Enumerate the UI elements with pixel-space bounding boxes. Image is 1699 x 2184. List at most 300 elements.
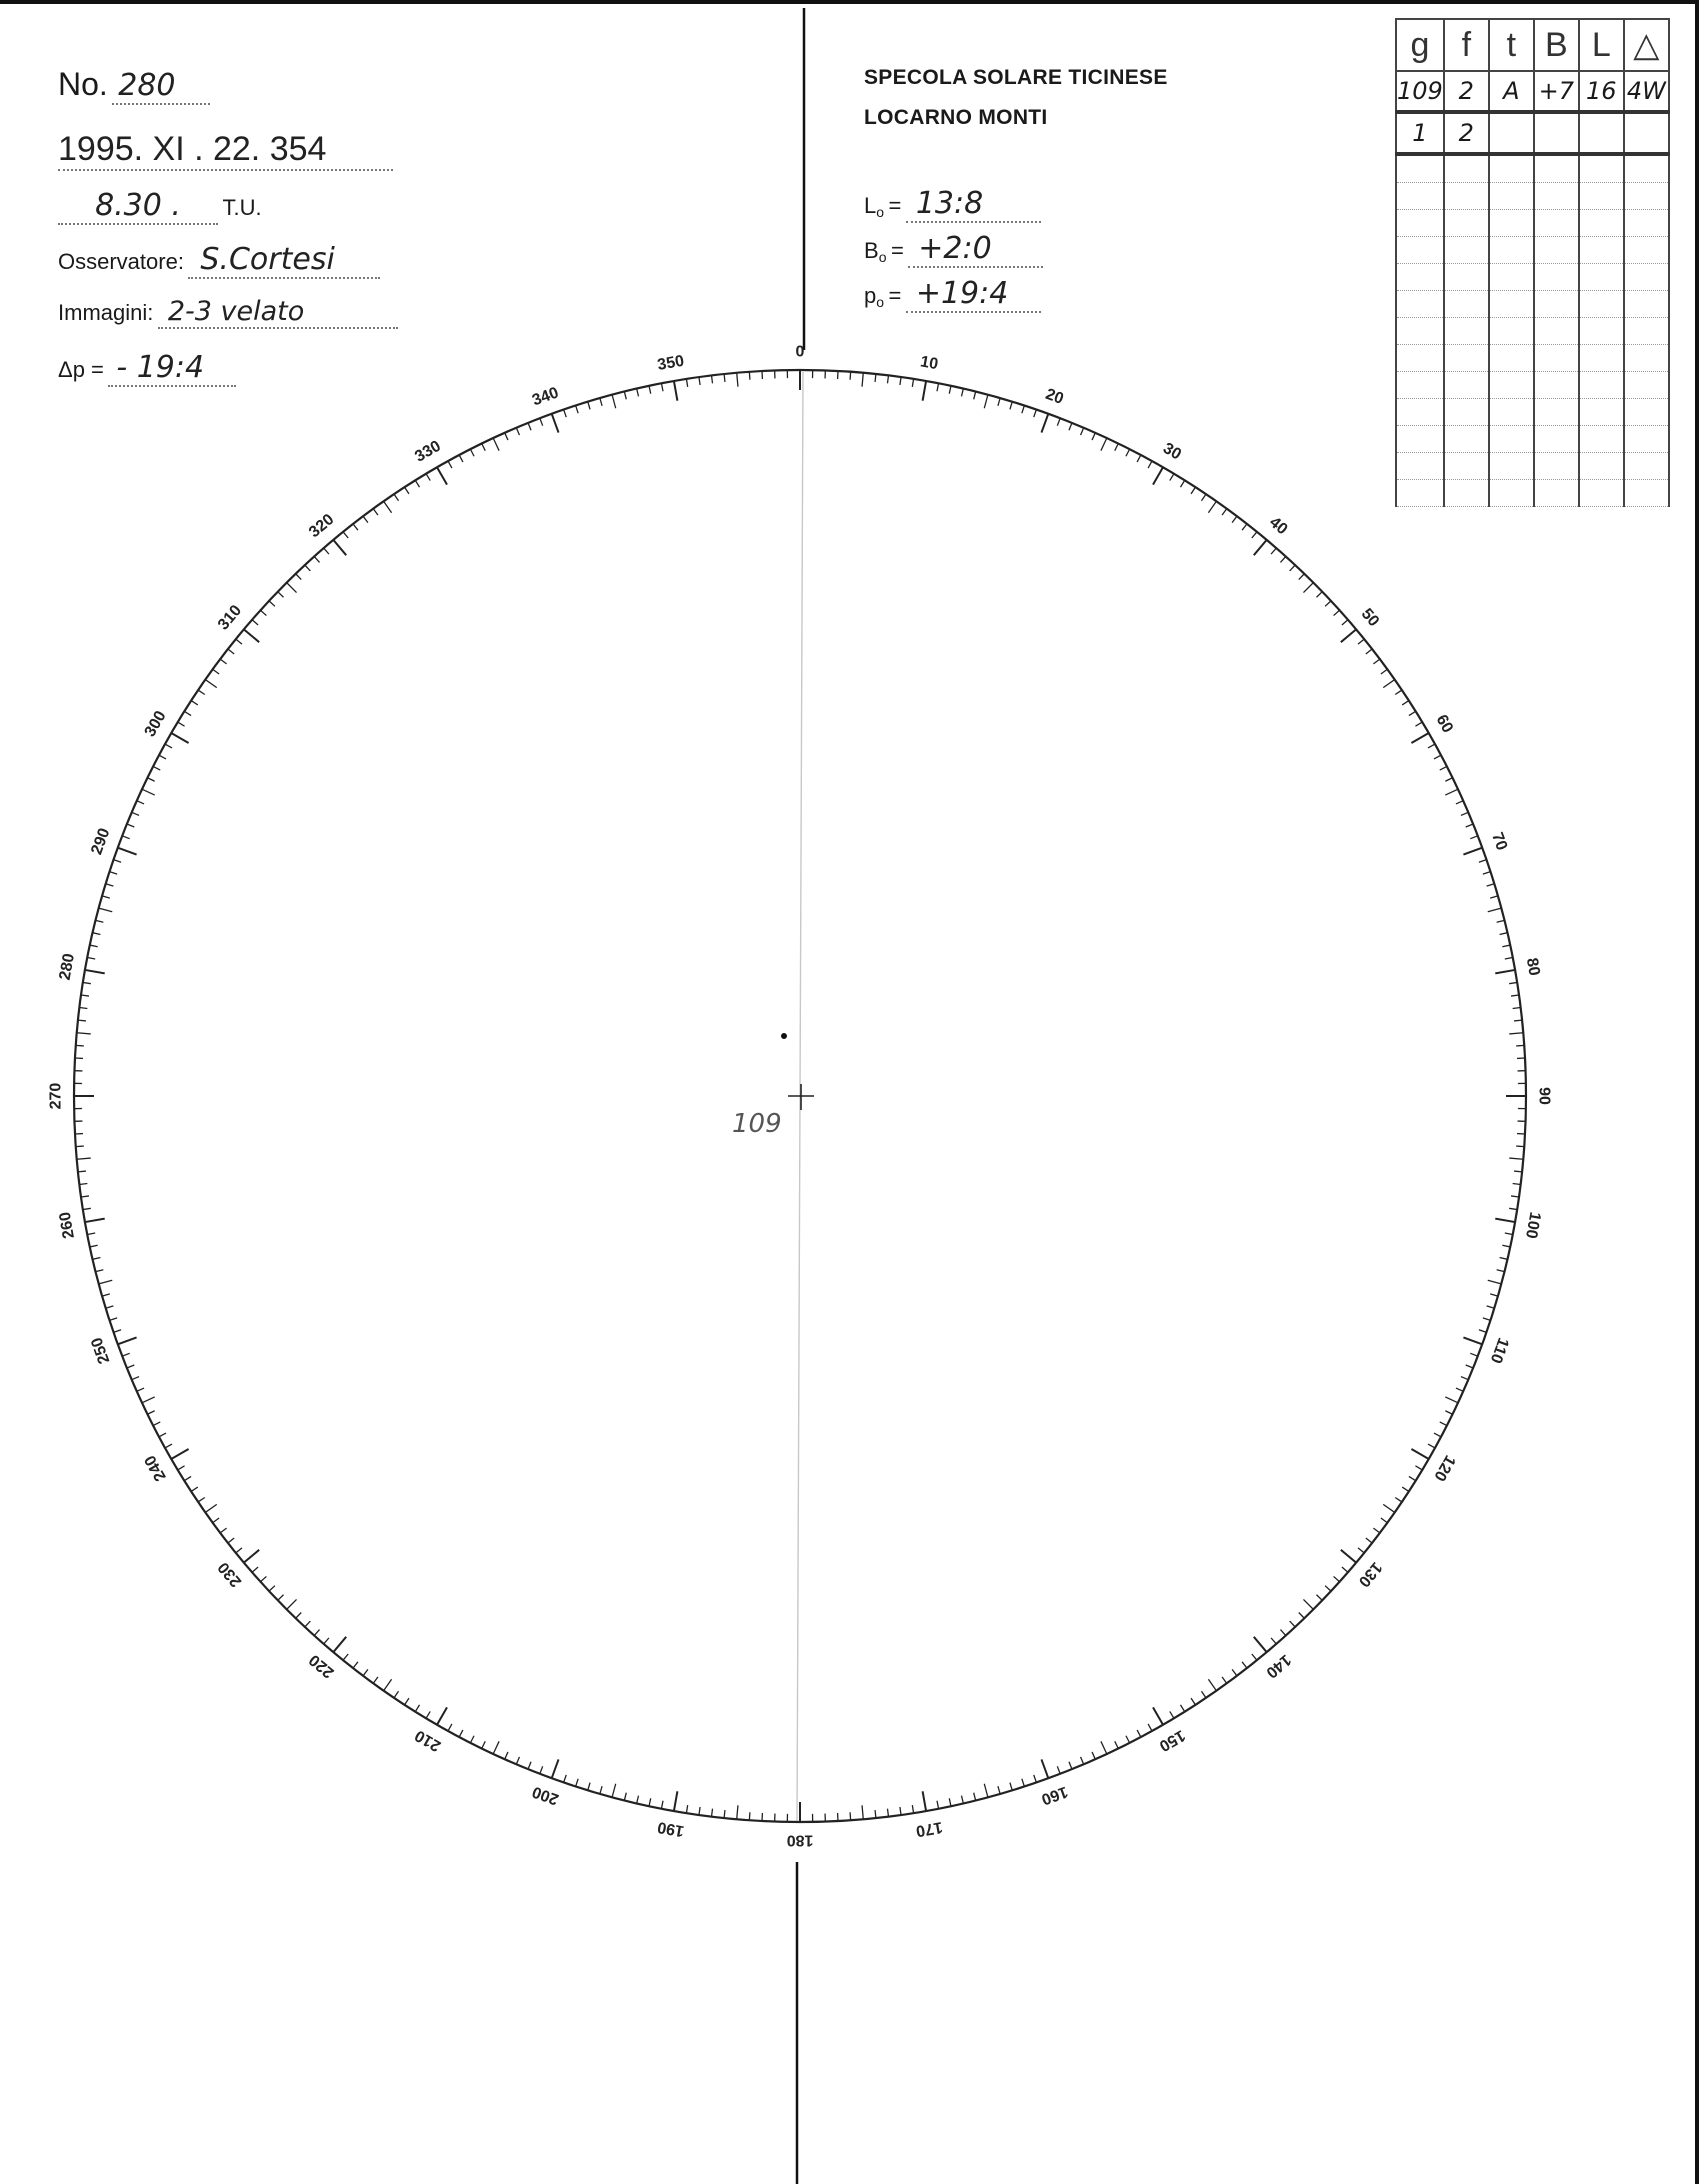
degree-tick [333,540,346,555]
degree-tick [923,1791,926,1811]
degree-tick [1495,1219,1515,1222]
degree-tick [624,1793,626,1801]
angle-label: 160 [1039,1782,1070,1808]
degree-tick [862,373,863,387]
degree-tick [624,392,626,400]
degree-tick [1202,1691,1206,1698]
degree-tick [78,1020,86,1021]
degree-tick [600,398,602,406]
table-header-cell: t [1489,19,1534,71]
degree-tick [1470,836,1477,839]
degree-tick [83,1208,91,1209]
B0-label: B [864,238,879,263]
degree-tick [962,1796,964,1804]
degree-tick [749,372,750,380]
degree-tick [1502,1245,1510,1247]
degree-tick [1041,1759,1048,1778]
degree-tick [394,1691,398,1698]
degree-tick [1511,995,1519,996]
angle-label: 50 [1357,605,1383,631]
degree-tick [1358,639,1364,644]
degree-tick [1461,1377,1468,1380]
degree-tick [998,1786,1000,1794]
degree-tick [79,1184,87,1185]
degree-tick [1514,1020,1522,1021]
degree-tick [1381,669,1387,674]
degree-tick [1466,824,1473,827]
degree-tick [686,1805,687,1813]
degree-tick [1402,1487,1409,1491]
degree-tick [470,449,474,456]
degree-tick [81,1196,89,1197]
degree-tick [118,1337,137,1344]
degree-tick [394,494,398,501]
degree-tick [564,410,567,418]
angle-label: 90 [1535,1087,1553,1105]
degree-tick [1299,1612,1305,1618]
degree-tick [1509,982,1517,983]
degree-tick [324,548,329,554]
degree-tick [1153,467,1163,484]
degree-tick [516,428,519,435]
angle-label: 310 [214,602,246,634]
angle-label: 320 [306,510,338,542]
degree-tick [1514,1171,1522,1172]
degree-tick [1490,1294,1498,1296]
degree-tick [1115,443,1119,450]
degree-tick [576,406,578,414]
degree-tick [93,933,101,935]
degree-tick [106,884,114,886]
degree-tick [937,1801,939,1809]
degree-tick [612,395,616,409]
degree-tick [153,1422,160,1426]
degree-tick [1126,1736,1130,1743]
degree-tick [1022,406,1024,414]
angle-label: 170 [914,1818,944,1840]
degree-tick [1516,1146,1524,1147]
degree-tick [171,1449,188,1459]
degree-tick [314,1630,319,1636]
degree-tick [353,524,358,530]
degree-tick [724,1810,725,1818]
degree-tick [102,896,110,898]
central-meridian-line [797,372,803,1822]
degree-tick [1022,1779,1024,1787]
degree-tick [228,1538,234,1543]
degree-tick [184,1476,191,1480]
degree-tick [661,1801,663,1809]
degree-tick [1487,884,1495,886]
disk-marks [732,1033,814,1139]
degree-tick [1445,789,1458,795]
degree-tick [1411,1449,1428,1459]
degree-tick [184,711,191,715]
degree-tick [1445,778,1452,782]
degree-tick [984,1784,988,1798]
degree-tick [343,1654,348,1660]
degree-tick [1034,410,1037,418]
angle-label: 190 [656,1818,686,1840]
degree-tick [87,957,95,959]
degree-tick [1316,592,1322,598]
observer-label: Osservatore: [58,249,184,274]
degree-tick [1148,1724,1152,1731]
degree-tick [1101,1741,1107,1754]
degree-tick [1513,1184,1521,1185]
degree-tick [220,1528,226,1533]
degree-tick [637,389,639,397]
degree-tick [1505,957,1513,959]
degree-tick [99,1280,113,1284]
degree-tick [1126,449,1130,456]
degree-tick [528,423,531,430]
degree-tick [87,1233,95,1235]
degree-tick [1500,933,1508,935]
angle-label: 70 [1488,830,1511,853]
degree-tick [470,1736,474,1743]
angle-label: 340 [530,384,561,410]
degree-tick [110,1318,118,1320]
degree-tick [213,669,219,674]
observer-value: S.Cortesi [188,242,380,279]
degree-tick [1342,1567,1348,1572]
degree-tick [712,1809,713,1817]
degree-tick [384,501,392,512]
table-cell: 109 [1396,71,1444,112]
degree-tick [178,722,185,726]
degree-tick [1271,548,1276,554]
degree-tick [1500,1258,1508,1260]
degree-tick [220,659,226,664]
degree-tick [110,872,118,874]
degree-tick [1511,1196,1519,1197]
degree-tick [1191,1698,1195,1705]
degree-tick [749,1812,750,1820]
degree-tick [712,375,713,383]
degree-tick [1252,1654,1257,1660]
degree-tick [1487,1306,1495,1308]
degree-tick [132,812,139,815]
degree-tick [637,1796,639,1804]
degree-tick [363,1669,368,1675]
degree-tick [1366,649,1372,654]
degree-tick [1303,1599,1313,1609]
angle-label: 120 [1430,1452,1459,1484]
degree-tick [99,908,113,912]
angle-label: 230 [214,1558,246,1590]
degree-tick [493,438,499,451]
degree-tick [287,1599,297,1609]
degree-tick [937,383,939,391]
p0-subscript: o [876,294,885,311]
degree-tick [1434,755,1441,759]
degree-tick [699,377,700,385]
degree-tick [737,1805,738,1819]
degree-tick [1463,848,1482,855]
time-value: 8.30 . [58,188,218,225]
degree-tick [1034,1775,1037,1783]
degree-tick [78,1171,86,1172]
table-cell: 1 [1396,112,1444,154]
degree-tick [278,1595,284,1601]
degree-tick [191,1487,198,1491]
degree-tick [1081,428,1084,435]
degree-tick [1463,1337,1482,1344]
degree-tick [612,1784,616,1798]
degree-tick [1252,532,1257,538]
angle-label: 210 [412,1726,444,1755]
p0-label: p [864,283,877,308]
degree-tick [661,383,663,391]
degree-tick [1222,1677,1227,1683]
degree-tick [426,474,430,481]
degree-tick [296,574,302,580]
degree-tick [1502,945,1510,947]
angle-label: 200 [530,1782,561,1808]
sunspot-group-label: 109 [732,1109,782,1139]
degree-tick [674,1791,677,1811]
L0-label: L [864,193,877,218]
degree-tick [540,1766,543,1773]
angle-label: 150 [1156,1726,1188,1755]
degree-tick [1232,1669,1237,1675]
degree-tick [1202,494,1206,501]
degree-tick [1153,1707,1163,1724]
degree-tick [1325,601,1331,606]
degree-tick [1509,1033,1523,1034]
date-value: 1995. XI . 22. 354 [58,130,393,171]
degree-tick [244,629,259,642]
degree-tick [528,1762,531,1769]
angle-label: 110 [1486,1335,1512,1366]
degree-tick [1358,1548,1364,1553]
degree-tick [363,516,368,522]
degree-tick [305,565,310,571]
degree-tick [1081,1757,1084,1764]
degree-tick [505,433,508,440]
degree-tick [252,620,258,625]
degree-tick [1242,1662,1247,1668]
degree-tick [236,639,242,644]
degree-tick [912,1805,913,1813]
degree-tick [1381,1518,1387,1523]
table-header-cell: f [1444,19,1489,71]
degree-tick [1456,801,1463,804]
degree-tick [1232,516,1237,522]
degree-tick [213,1518,219,1523]
degree-tick [83,982,91,983]
degree-tick [1373,659,1379,664]
degree-tick [90,945,98,947]
degree-tick [1069,1762,1072,1769]
degree-tick [1445,1397,1458,1403]
table-header-cell: △ [1624,19,1669,71]
angle-label: 330 [412,437,444,466]
angle-label: 20 [1043,385,1066,408]
degree-tick [1395,690,1402,694]
degree-tick [888,1809,889,1817]
degree-tick [1092,433,1095,440]
degree-tick [1115,1741,1119,1748]
degree-tick [437,467,447,484]
degree-tick [102,1294,110,1296]
angle-label: 240 [141,1452,170,1484]
degree-tick [415,1705,419,1712]
degree-tick [459,1730,463,1737]
degree-tick [1409,1476,1416,1480]
degree-tick [305,1621,310,1627]
B0-value: +2:0 [908,231,1043,268]
degree-tick [1456,1388,1463,1391]
degree-tick [90,1245,98,1247]
degree-tick [1440,1422,1447,1426]
degree-tick [1411,733,1428,743]
degree-tick [505,1752,508,1759]
degree-tick [1479,1330,1487,1333]
degree-tick [875,374,876,382]
degree-tick [118,848,137,855]
degree-tick [1509,1158,1523,1159]
degree-tick [1402,701,1409,705]
degree-tick [96,920,104,922]
degree-tick [1434,1433,1441,1437]
degree-tick [493,1741,499,1754]
degree-tick [1488,1280,1502,1284]
table-header-cell: L [1579,19,1624,71]
degree-tick [324,1638,329,1644]
degree-tick [147,778,154,782]
degree-tick [1383,1504,1394,1512]
degree-tick [552,1759,559,1778]
degree-tick [178,1466,185,1470]
images-label: Immagini: [58,300,154,325]
p0-equals: = [888,283,902,308]
degree-tick [77,1033,91,1034]
degree-tick [1383,680,1394,688]
degree-tick [1440,766,1447,770]
degree-tick [269,601,275,606]
L0-value: 13:8 [906,186,1041,223]
degree-tick [737,373,738,387]
degree-tick [1170,1711,1174,1718]
degree-tick [1483,1318,1491,1320]
degree-tick [552,414,559,433]
degree-tick [1137,455,1141,462]
degree-tick [1137,1730,1141,1737]
angle-label: 10 [918,353,940,374]
degree-tick [85,970,105,973]
angle-label: 0 [795,343,805,361]
degree-tick [1483,872,1491,874]
degree-tick [1395,1498,1402,1502]
degree-tick [962,389,964,397]
degree-tick [984,395,988,409]
degree-tick [278,592,284,598]
degree-tick [1242,524,1247,530]
delta-p-value: - 19:4 [108,350,236,387]
degree-tick [1057,1766,1060,1773]
degree-tick [287,583,297,593]
angle-label: 100 [1522,1210,1544,1240]
angle-label: 30 [1160,439,1184,464]
degree-tick [1299,574,1305,580]
degree-tick [260,1576,266,1581]
degree-tick [949,1798,951,1806]
degree-tick [77,1158,91,1159]
degree-tick [1342,620,1348,625]
degree-tick [900,1807,901,1815]
table-cell: 2 [1444,112,1489,154]
degree-tick [862,1805,863,1819]
degree-tick [373,509,378,515]
degree-tick [974,1793,976,1801]
degree-tick [198,1498,205,1502]
angle-label: 220 [306,1650,338,1682]
table-cell: 4W [1624,71,1669,112]
degree-tick [1495,970,1515,973]
degree-tick [314,556,319,562]
degree-tick [159,755,166,759]
degree-tick [686,379,687,387]
degree-tick [1325,1586,1331,1591]
degree-tick [1513,1008,1521,1009]
degree-tick [1488,908,1502,912]
degree-tick [1497,920,1505,922]
degree-tick [137,801,144,804]
degree-tick [122,1353,129,1356]
degree-tick [482,1741,486,1748]
degree-tick [122,836,129,839]
angle-label: 270 [47,1082,65,1110]
degree-tick [142,1397,155,1403]
angle-label: 290 [88,826,114,857]
angle-label: 130 [1354,1558,1386,1590]
institution-name: SPECOLA SOLARE TICINESE [864,66,1168,89]
degree-tick [1271,1638,1276,1644]
degree-tick [1428,1444,1435,1448]
degree-tick [1191,487,1195,494]
degree-tick [1415,1466,1422,1470]
degree-tick [1497,1270,1505,1272]
degree-tick [516,1757,519,1764]
L0-subscript: o [876,204,885,221]
degree-tick [114,860,122,863]
degree-tick [147,1411,154,1415]
degree-tick [1254,540,1267,555]
degree-tick [974,392,976,400]
degree-tick [1415,722,1422,726]
degree-tick [1516,1045,1524,1046]
degree-tick [588,1783,590,1791]
table-cell: 2 [1444,71,1489,112]
degree-tick [127,1365,134,1368]
B0-equals: = [890,238,904,263]
degree-tick [674,381,677,401]
degree-tick [724,374,725,382]
degree-tick [296,1612,302,1618]
degree-tick [127,824,134,827]
degree-tick [564,1775,567,1783]
degree-tick [384,1679,392,1690]
degree-tick [153,766,160,770]
degree-tick [1290,1621,1295,1627]
degree-tick [405,1698,409,1705]
degree-tick [165,1444,172,1448]
degree-tick [1509,1208,1517,1209]
p0-value: +19:4 [906,276,1041,313]
degree-tick [540,418,543,425]
